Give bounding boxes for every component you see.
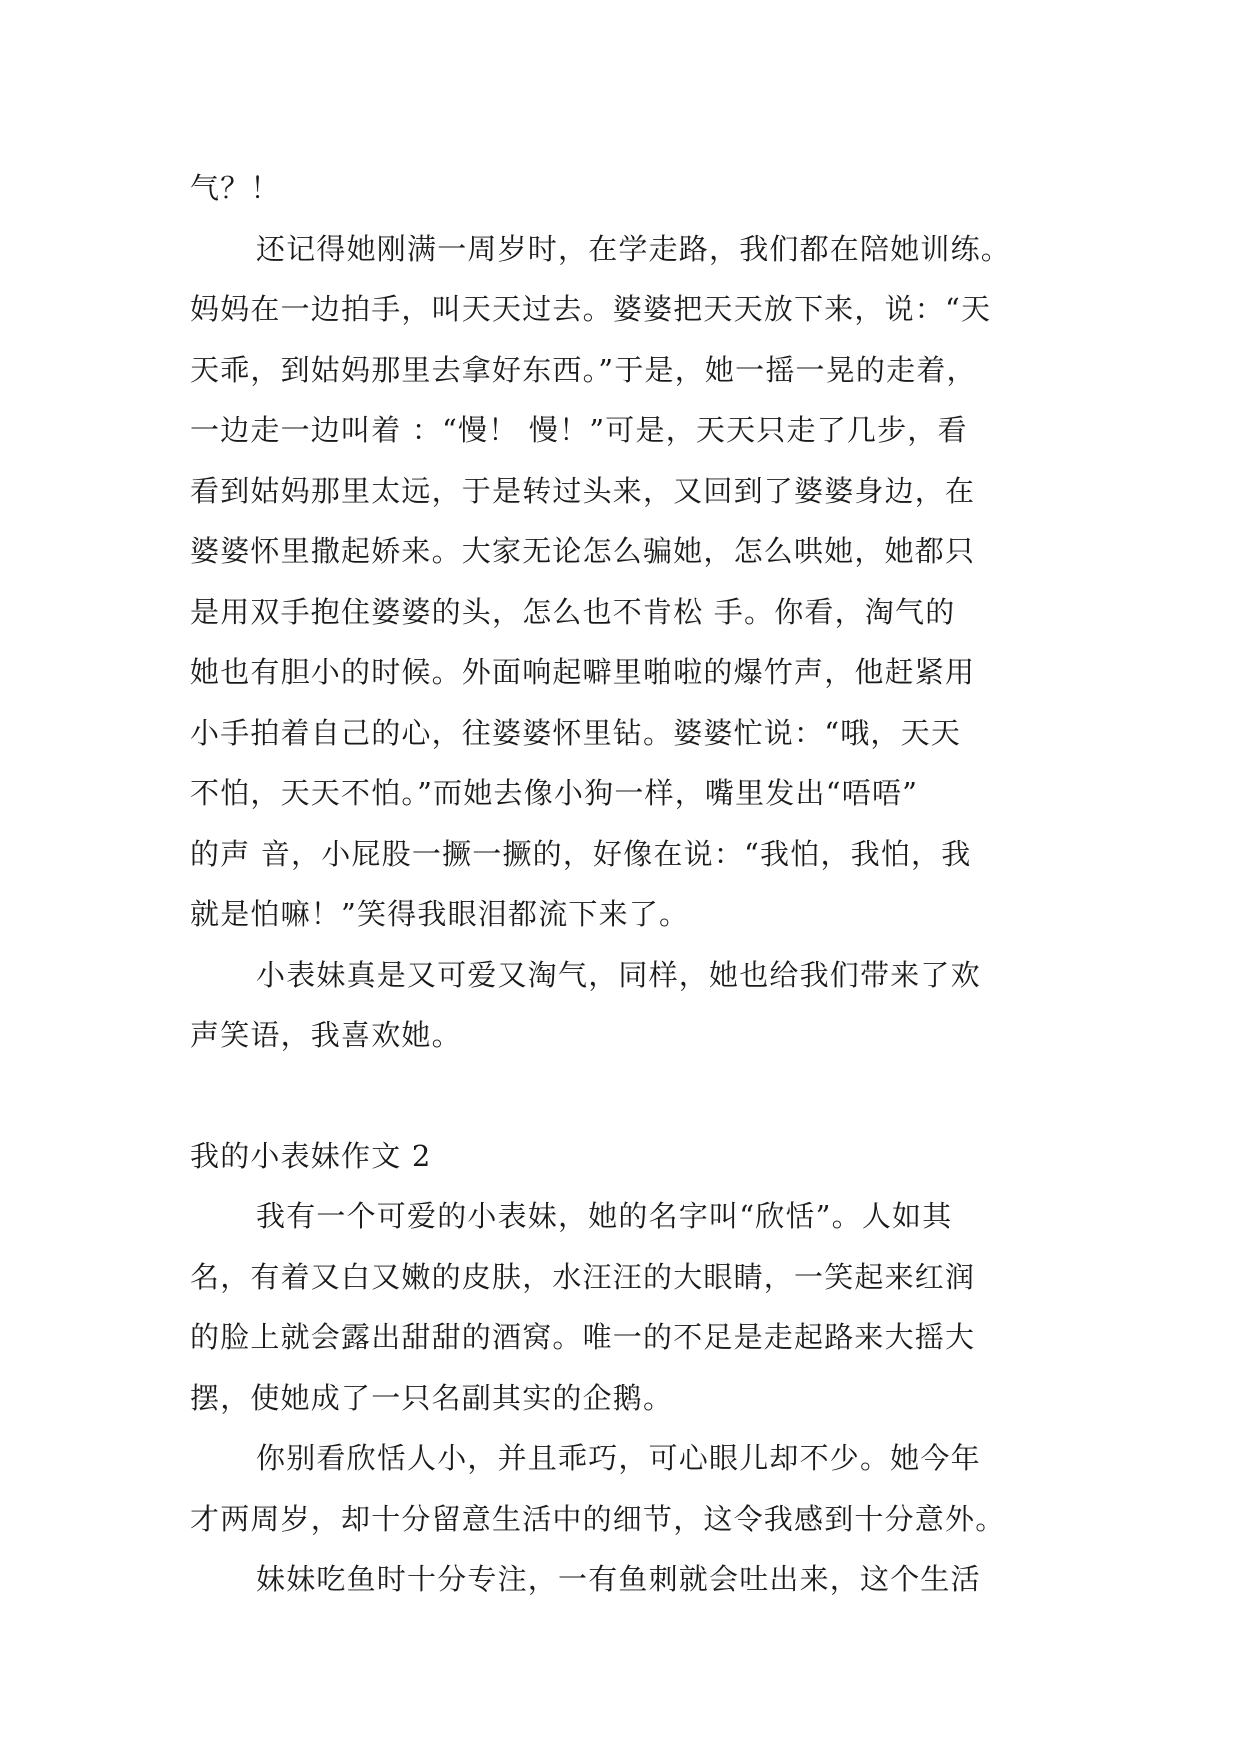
text-line: 才两周岁，却十分留意生活中的细节，这令我感到十分意外。 — [190, 1501, 1006, 1536]
text-line: 声笑语，我喜欢她。 — [190, 1018, 462, 1052]
text-line: 就是怕嘛！”笑得我眼泪都流下来了。 — [190, 897, 690, 931]
paragraph-introduction — [190, 1186, 1050, 1428]
paragraph-eating-fish — [190, 1549, 1050, 1610]
section-heading: 我的小表妹作文 2 — [190, 1138, 432, 1173]
document-page — [190, 158, 1050, 1610]
paragraph-conclusion — [190, 945, 1050, 1066]
text-line: 你别看欣恬人小，并且乖巧，可心眼儿却不少。她今年 — [256, 1441, 981, 1475]
text-line: 一边走一边叫着 ：“慢！ 慢！”可是，天天只走了几步，看 — [190, 413, 968, 447]
text-line: 妹妹吃鱼时十分专注，一有鱼刺就会吐出来，这个生活 — [256, 1562, 981, 1596]
text-line: 妈妈在一边拍手，叫天天过去。婆婆把天天放下来，说：“天 — [190, 292, 992, 326]
text-line: 不怕，天天不怕。”而她去像小狗一样，嘴里发出“唔唔” — [190, 776, 919, 810]
text-line: 还记得她刚满一周岁时，在学走路，我们都在陪她训练。 — [256, 231, 1012, 266]
text-line: 我有一个可爱的小表妹，她的名字叫“欣恬”。人如其 — [256, 1199, 953, 1233]
paragraph-walking-story — [190, 219, 1050, 945]
text-line: 小手拍着自己的心，往婆婆怀里钻。婆婆忙说：“哦，天天 — [190, 715, 962, 750]
text-line: 看到姑妈那里太远，于是转过头来，又回到了婆婆身边，在 — [190, 473, 976, 508]
paragraph-details — [190, 1428, 1050, 1549]
section-gap — [190, 1066, 1050, 1126]
text-line: 的声 音，小屁股一撅一撅的，好像在说：“我怕，我怕，我 — [190, 836, 972, 871]
text-line: 天乖，到姑妈那里去拿好东西。”于是，她一摇一晃的走着， — [190, 352, 977, 387]
text-line: 小表妹真是又可爱又淘气，同样，她也给我们带来了欢 — [256, 957, 981, 992]
text-line: 名，有着又白又嫩的皮肤，水汪汪的大眼睛，一笑起来红润 — [190, 1259, 976, 1294]
paragraph-continuation — [190, 158, 1050, 219]
text-line: 是用双手抱住婆婆的头，怎么也不肯松 手。你看，淘气的 — [190, 594, 956, 629]
text-line: 气？！ — [190, 171, 281, 205]
text-line: 摆，使她成了一只名副其实的企鹅。 — [190, 1380, 674, 1415]
text-line: 的脸上就会露出甜甜的酒窝。唯一的不足是走起路来大摇大 — [190, 1320, 976, 1354]
text-line: 她也有胆小的时候。外面响起噼里啪啦的爆竹声，他赶紧用 — [190, 655, 976, 689]
text-line: 婆婆怀里撒起娇来。大家无论怎么骗她，怎么哄她，她都只 — [190, 534, 976, 568]
